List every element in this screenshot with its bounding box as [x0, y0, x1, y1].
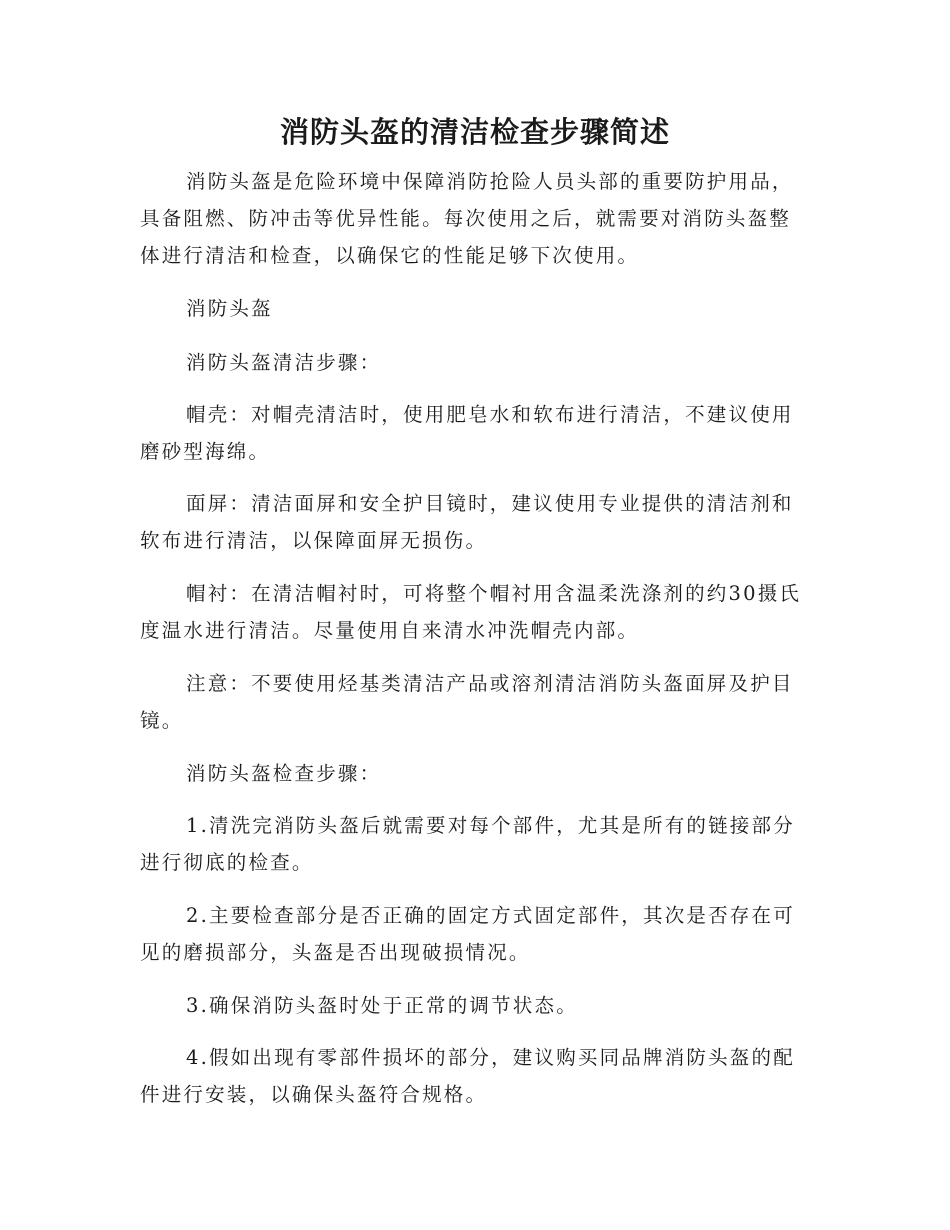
text-line: 4.假如出现有零部件损坏的部分，建议购买同品牌消防头盔的配 — [186, 1046, 795, 1069]
step-4-paragraph — [140, 1039, 812, 1113]
text-line: 消防头盔清洁步骤： — [186, 351, 382, 374]
section-heading-cleaning — [140, 344, 812, 381]
section-heading-inspection — [140, 755, 812, 792]
text-line: 消防头盔检查步骤： — [186, 762, 382, 785]
text-line: 具备阻燃、防冲击等优异性能。每次使用之后，就需要对消防头盔整 — [140, 207, 792, 230]
text-line: 2.主要检查部分是否正确的固定方式固定部件，其次是否存在可 — [186, 904, 795, 927]
text-line: 件进行安装，以确保头盔符合规格。 — [140, 1083, 488, 1106]
text-line: 消防头盔是危险环境中保障消防抢险人员头部的重要防护用品， — [186, 170, 794, 193]
text-line: 3.确保消防头盔时处于正常的调节状态。 — [186, 994, 578, 1017]
text-line: 见的磨损部分，头盔是否出现破损情况。 — [140, 941, 531, 964]
step-1-paragraph — [140, 807, 812, 881]
text-line: 磨砂型海绵。 — [140, 440, 271, 463]
text-line: 注意：不要使用烃基类清洁产品或溶剂清洁消防头盔面屏及护目 — [186, 672, 794, 695]
text-line: 镜。 — [140, 709, 184, 732]
text-line: 进行彻底的检查。 — [140, 851, 314, 874]
note-paragraph — [140, 665, 812, 739]
section-heading-helmet — [140, 290, 812, 327]
face-shield-paragraph — [140, 485, 812, 559]
text-line: 体进行清洁和检查，以确保它的性能足够下次使用。 — [140, 244, 640, 267]
step-2-paragraph — [140, 897, 812, 971]
text-line: 度温水进行清洁。尽量使用自来清水冲洗帽壳内部。 — [140, 619, 640, 642]
intro-paragraph — [140, 163, 812, 274]
text-line: 软布进行清洁，以保障面屏无损伤。 — [140, 529, 488, 552]
step-3-paragraph — [140, 987, 812, 1024]
text-line: 帽壳：对帽壳清洁时，使用肥皂水和软布进行清洁，不建议使用 — [186, 403, 794, 426]
text-line: 面屏：清洁面屏和安全护目镜时，建议使用专业提供的清洁剂和 — [186, 492, 794, 515]
shell-paragraph — [140, 396, 812, 470]
text-line: 消防头盔 — [186, 297, 273, 320]
liner-paragraph — [140, 575, 812, 649]
document-title: 消防头盔的清洁检查步骤简述 — [279, 115, 670, 149]
text-line: 帽衬：在清洁帽衬时，可将整个帽衬用含温柔洗涤剂的约30摄氏 — [186, 582, 802, 605]
text-line: 1.清洗完消防头盔后就需要对每个部件，尤其是所有的链接部分 — [186, 814, 795, 837]
